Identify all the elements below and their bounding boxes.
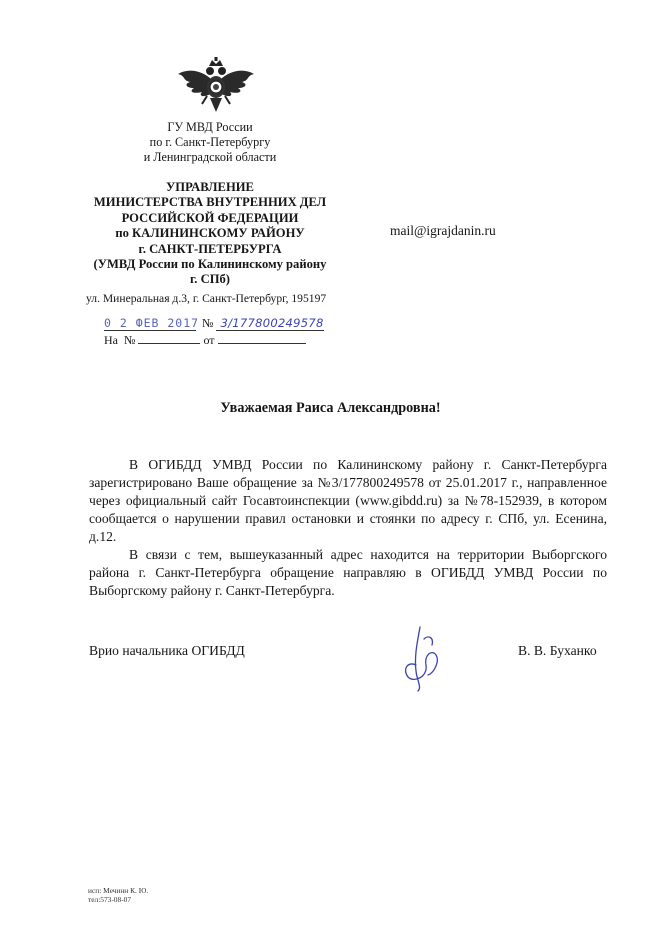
executor-phone: тел:573-08-07 [88,895,132,904]
greeting: Уважаемая Раиса Александровна! [220,400,441,416]
parent-organization [60,120,360,165]
outgoing-number: 3/177800249578 [216,316,324,331]
ref-number-blank [138,332,200,344]
department-name [60,180,360,288]
department-line-2: МИНИСТЕРСТВА ВНУТРЕННИХ ДЕЛ [93,195,327,210]
recipient-email: mail@igrajdanin.ru [390,223,496,238]
reference-line [104,332,306,348]
department-line-1: УПРАВЛЕНИЕ [166,180,254,194]
letter-paragraph-2 [89,546,607,600]
department-line-5: г. САНКТ-ПЕТЕРБУРГА [138,241,282,256]
parent-org-line-1: ГУ МВД России [167,120,253,134]
mvd-emblem-icon [176,56,256,120]
number-label: № [202,316,214,330]
signer-name: В. В. Буханко [518,643,597,658]
handwritten-signature-icon [398,625,444,693]
letter-paragraph-1 [89,456,607,546]
parent-org-line-2: по г. Санкт-Петербургу [149,135,271,149]
date-stamp: 0 2 ФЕВ 2017 [104,316,200,330]
paragraph-text: В ОГИБДД УМВД России по Калининскому району г. Санкт-Петербурга зарегистрировано Ваше обращение за №3/177800249578 от 25.01.2017 г., направленное через официальный сайт Госавтоинспекции (www.gibdd.ru) за №78-152939, в котором сообщается о нарушении правил остановки и стоянки по адресу г. СПб, ул. Есенина, д.12. [89,457,607,544]
ref-label-na: На [104,333,118,347]
department-line-7: г. СПб) [190,272,230,287]
registration-line [104,316,324,331]
executor-footer [88,886,148,904]
department-line-6: (УМВД России по Калининскому району [93,257,327,272]
executor-name: исп: Мечинн К. Ю. [88,886,149,895]
ref-label-ot: от [203,333,215,347]
paragraph-text: В связи с тем, вышеуказанный адрес находится на территории Выборгского района г. Санкт-Петербурга обращение направляю в ОГИБДД УМВД России по Выборгскому району г. Санкт-Петербурга. [89,547,607,598]
ref-date-blank [218,332,306,344]
department-address: ул. Минеральная д.3, г. Санкт-Петербург, 195197 [86,292,327,305]
signer-title: Врио начальника ОГИБДД [89,643,245,658]
parent-org-line-3: и Ленинградской области [143,150,277,164]
department-line-3: РОССИЙСКОЙ ФЕДЕРАЦИИ [121,210,299,225]
ref-label-no: № [124,333,136,347]
department-line-4: по КАЛИНИНСКОМУ РАЙОНУ [115,226,305,241]
